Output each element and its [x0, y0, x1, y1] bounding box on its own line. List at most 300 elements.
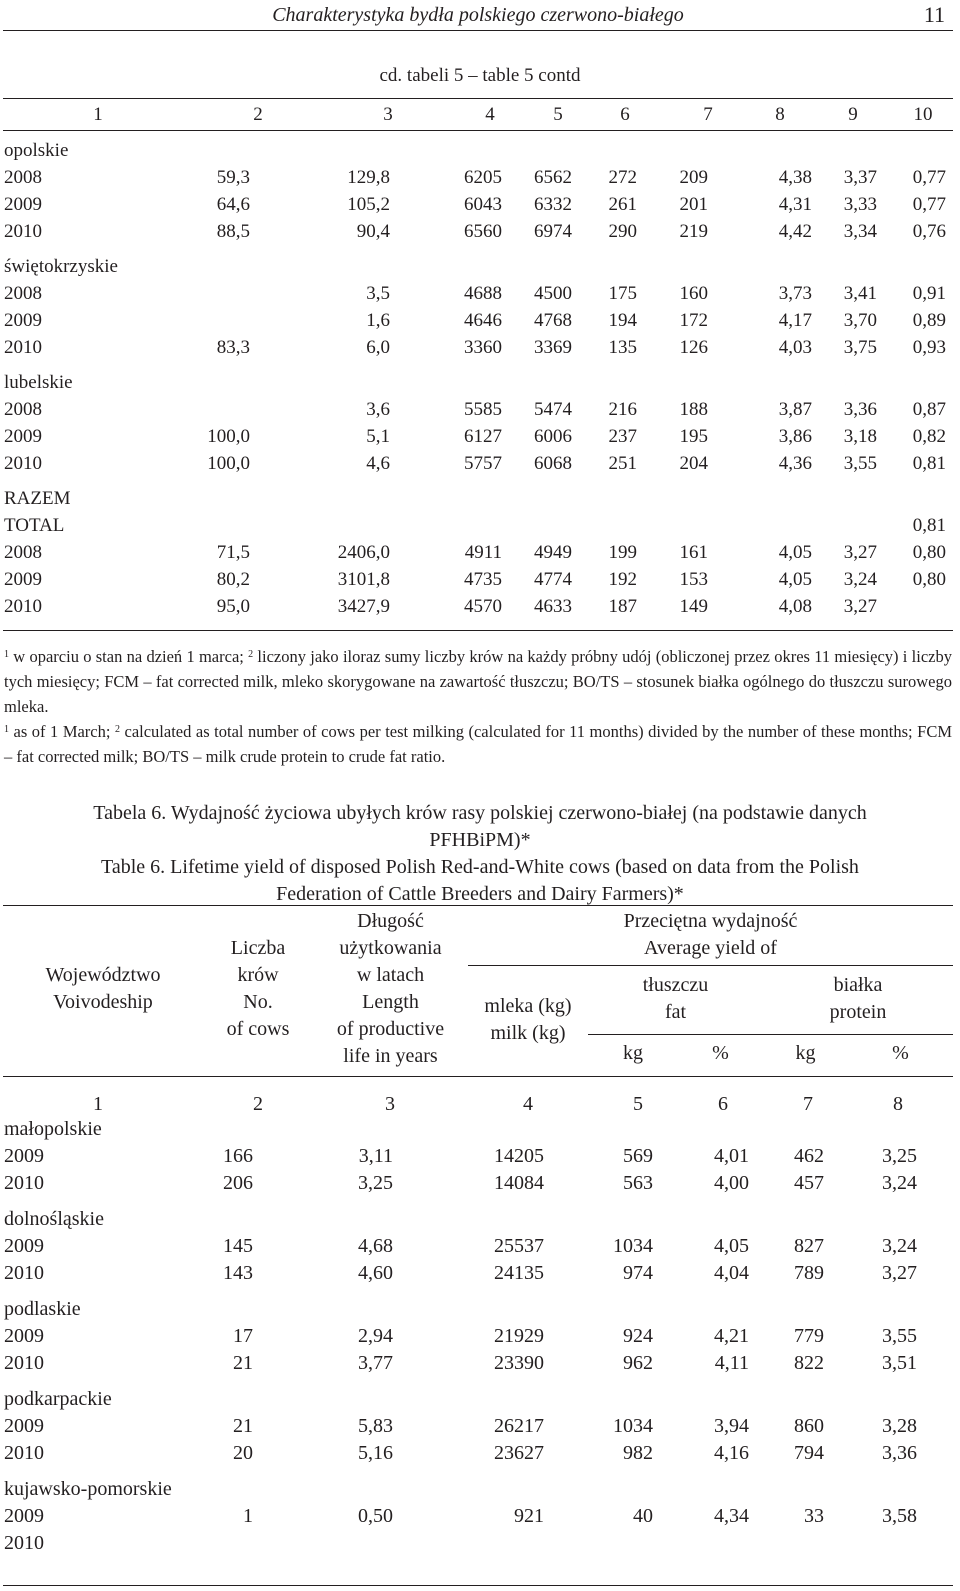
table-cell: 33 — [804, 1505, 824, 1527]
table6-unit-protein-kg: kg — [795, 1042, 816, 1064]
table-cell: 4,60 — [358, 1262, 393, 1284]
table6-colnum: 4 — [523, 1093, 533, 1115]
table-row — [0, 450, 960, 477]
table-cell: 462 — [794, 1145, 824, 1167]
table-cell: 17 — [233, 1325, 253, 1347]
table-cell: 4735 — [464, 569, 502, 590]
table5-colnum: 3 — [383, 104, 393, 125]
table6-header — [3, 905, 953, 1077]
table-cell: 4570 — [464, 596, 502, 617]
running-head — [3, 0, 953, 31]
table-cell: 6332 — [534, 194, 572, 215]
table5-total-label-pl — [0, 485, 960, 512]
table-cell: 4,08 — [778, 596, 812, 617]
text-fragment: Województwo — [45, 964, 161, 986]
text-fragment: protein — [829, 1001, 887, 1023]
table-cell: kujawsko-pomorskie — [4, 1478, 172, 1500]
text-fragment: Przeciętna wydajność — [623, 910, 798, 932]
table-cell: 149 — [679, 596, 708, 617]
table5-footnotes — [4, 644, 952, 769]
table-cell: 794 — [794, 1442, 824, 1464]
table6-avg-yield-rule — [468, 965, 953, 966]
text-fragment: of productive — [336, 1018, 445, 1040]
table-cell: 3,36 — [882, 1442, 917, 1464]
table6-bottom-rule — [3, 1585, 953, 1586]
table-row — [0, 396, 960, 423]
table-cell: 3,25 — [358, 1172, 393, 1194]
table6-unit-fat-kg: kg — [623, 1042, 643, 1064]
text-fragment: fat — [664, 1001, 687, 1023]
table-cell: 3,37 — [843, 167, 877, 188]
table-cell: 2009 — [4, 310, 42, 331]
table-cell: 3,41 — [843, 283, 877, 304]
table-cell: 2008 — [4, 399, 42, 420]
table-cell: 3,28 — [882, 1415, 917, 1437]
table6-colnum: 6 — [718, 1093, 728, 1115]
table-cell: 175 — [608, 283, 637, 304]
table-cell: 3,33 — [843, 194, 877, 215]
table6-region-label — [0, 1296, 960, 1323]
table-row — [0, 593, 960, 620]
table-cell: 1 — [243, 1505, 253, 1527]
table-cell: 219 — [679, 221, 708, 242]
table-cell: 0,91 — [912, 283, 946, 304]
table-cell: 261 — [608, 194, 637, 215]
table-cell: 166 — [223, 1145, 253, 1167]
table5-body — [0, 137, 960, 620]
table-cell: 827 — [794, 1235, 824, 1257]
table-cell: 3,70 — [843, 310, 877, 331]
table5-total-label-value: 0,81 — [912, 515, 946, 536]
table5-colnum: 1 — [93, 104, 103, 125]
table-cell: 3,27 — [882, 1262, 917, 1284]
table-row — [0, 1170, 960, 1197]
text-fragment: milk (kg) — [490, 1022, 566, 1044]
table-cell: 3,73 — [778, 283, 812, 304]
table-cell: 5,1 — [366, 426, 390, 447]
table-cell: 0,77 — [912, 167, 946, 188]
text-fragment: 2 — [248, 649, 254, 660]
table-cell: 4688 — [464, 283, 502, 304]
text-fragment: białka — [833, 974, 883, 996]
table-cell: 6560 — [464, 221, 502, 242]
table-cell: 6043 — [464, 194, 502, 215]
table-cell: 216 — [608, 399, 637, 420]
table-cell: 3,5 — [366, 283, 390, 304]
table-cell: 3,51 — [882, 1352, 917, 1374]
table-cell: 924 — [623, 1325, 653, 1347]
table-cell: 2010 — [4, 1532, 44, 1554]
table6-unit-protein-pct: % — [892, 1042, 909, 1064]
table6-colnum: 8 — [893, 1093, 903, 1115]
table-cell: 0,82 — [912, 426, 946, 447]
table-cell: 5585 — [464, 399, 502, 420]
table-cell: 2009 — [4, 1235, 44, 1257]
table-cell: 3427,9 — [337, 596, 390, 617]
table-cell: 129,8 — [347, 167, 390, 188]
table-cell: 3,24 — [843, 569, 877, 590]
table-cell: 3360 — [464, 337, 502, 358]
table-cell: 145 — [223, 1235, 253, 1257]
table-cell: 4646 — [464, 310, 502, 331]
table-cell: 71,5 — [216, 542, 250, 563]
table-row — [0, 1440, 960, 1467]
table6-header-bottom-rule — [3, 1076, 953, 1077]
table-cell: 563 — [623, 1172, 653, 1194]
table-cell: 4,17 — [778, 310, 812, 331]
table-cell: 161 — [679, 542, 708, 563]
table-cell: 0,80 — [912, 569, 946, 590]
table-cell: 3,24 — [882, 1235, 917, 1257]
text-fragment: Average yield of — [644, 937, 777, 959]
table-cell: 5,83 — [358, 1415, 393, 1437]
table6-caption-en-line1: Table 6. Lifetime yield of disposed Polish Red-and-White cows (based on data from the Polish — [101, 856, 859, 878]
table-cell: lubelskie — [4, 372, 73, 393]
table-cell: 3,25 — [882, 1145, 917, 1167]
table6-header-voivodeship — [3, 962, 203, 1016]
table-cell: 88,5 — [216, 221, 250, 242]
table-cell: 2010 — [4, 337, 42, 358]
table-row — [0, 1323, 960, 1350]
table-row — [0, 307, 960, 334]
table-cell: 4,03 — [778, 337, 812, 358]
table-cell: 6006 — [534, 426, 572, 447]
table-cell: 26217 — [494, 1415, 544, 1437]
table6-colnum: 1 — [93, 1093, 103, 1115]
table6-region-label — [0, 1476, 960, 1503]
table-cell: 2406,0 — [337, 542, 390, 563]
table-cell: 64,6 — [216, 194, 250, 215]
table-cell: 2010 — [4, 453, 42, 474]
table-cell: 3,36 — [843, 399, 877, 420]
table-row — [0, 280, 960, 307]
table6-header-productive-life — [313, 908, 468, 1070]
table-cell: 23390 — [494, 1352, 544, 1374]
table-cell: 25537 — [494, 1235, 544, 1257]
table5-total-label-en: TOTAL — [4, 515, 65, 536]
table-cell: 921 — [514, 1505, 544, 1527]
table-cell: 135 — [608, 337, 637, 358]
table-row — [0, 1503, 960, 1530]
table-cell: 105,2 — [347, 194, 390, 215]
text-fragment: mleka (kg) — [484, 995, 572, 1017]
table-row — [0, 1143, 960, 1170]
table-cell: 2008 — [4, 167, 42, 188]
table-cell: 6562 — [534, 167, 572, 188]
table5-colnum: 7 — [703, 104, 713, 125]
table-cell: 1034 — [613, 1415, 653, 1437]
table-cell: 20 — [233, 1442, 253, 1464]
table-cell: opolskie — [4, 140, 69, 161]
table-cell: 195 — [679, 426, 708, 447]
table-cell: 206 — [223, 1172, 253, 1194]
table6-top-rule — [3, 905, 953, 906]
table-cell: 3,86 — [778, 426, 812, 447]
table-row — [0, 191, 960, 218]
table-cell: 4633 — [534, 596, 572, 617]
running-head-title: Charakterystyka bydła polskiego czerwono-białego — [272, 4, 684, 26]
table-cell: 3,24 — [882, 1172, 917, 1194]
table5-colnum: 5 — [553, 104, 563, 125]
table-row — [0, 539, 960, 566]
table-row — [0, 218, 960, 245]
table-cell: 2009 — [4, 426, 42, 447]
table-cell: 789 — [794, 1262, 824, 1284]
table-cell: 4,16 — [714, 1442, 749, 1464]
table-row — [0, 164, 960, 191]
table-cell: 5474 — [534, 399, 572, 420]
table6-region-label — [0, 1116, 960, 1143]
table-cell: 5,16 — [358, 1442, 393, 1464]
table-row — [0, 1413, 960, 1440]
table-cell: 2008 — [4, 283, 42, 304]
text-fragment: użytkowania — [339, 937, 442, 959]
table-cell: 4768 — [534, 310, 572, 331]
table-cell: 201 — [679, 194, 708, 215]
table5-region-label — [0, 369, 960, 396]
table-cell: 4,05 — [778, 569, 812, 590]
table-cell: 204 — [679, 453, 708, 474]
table5-column-number-row — [3, 98, 953, 131]
table-cell: 2010 — [4, 1442, 44, 1464]
table-cell: 4,34 — [714, 1505, 749, 1527]
table-row — [0, 1260, 960, 1287]
table-cell: 0,81 — [912, 453, 946, 474]
table-cell: 194 — [608, 310, 637, 331]
table6-colnum: 2 — [253, 1093, 263, 1115]
table-cell: 779 — [794, 1325, 824, 1347]
table5-total-label-row — [0, 512, 960, 539]
table-cell: 0,93 — [912, 337, 946, 358]
table-cell: 4,00 — [714, 1172, 749, 1194]
table6-colnum: 3 — [385, 1093, 395, 1115]
table-cell: 187 — [608, 596, 637, 617]
table-cell: 290 — [608, 221, 637, 242]
table-cell: 0,80 — [912, 542, 946, 563]
table6-colnum: 5 — [633, 1093, 643, 1115]
table6-region-label — [0, 1206, 960, 1233]
table-row — [0, 334, 960, 361]
table-cell: 3,87 — [778, 399, 812, 420]
table-cell: 0,89 — [912, 310, 946, 331]
table-cell: 80,2 — [216, 569, 250, 590]
text-fragment: tłuszczu — [642, 974, 709, 996]
table-cell: 2008 — [4, 542, 42, 563]
table5-bottom-rule — [3, 630, 953, 631]
table-cell: 4,11 — [714, 1352, 749, 1374]
table-cell: 83,3 — [216, 337, 250, 358]
table6-unit-fat-pct: % — [712, 1042, 729, 1064]
table5-continuation-caption: cd. tabeli 5 – table 5 contd — [379, 65, 581, 86]
text-fragment: w oparciu o stan na dzień 1 marca; — [9, 647, 249, 666]
table-cell: 3,55 — [882, 1325, 917, 1347]
table-cell: 0,77 — [912, 194, 946, 215]
table-cell: 0,50 — [358, 1505, 393, 1527]
table-cell: 3,58 — [882, 1505, 917, 1527]
table-cell: RAZEM — [4, 488, 71, 509]
table-row — [0, 566, 960, 593]
table-cell: 1,6 — [366, 310, 390, 331]
table-cell: małopolskie — [4, 1118, 102, 1140]
table6-header-fat — [588, 972, 763, 1026]
table-cell: 3,6 — [366, 399, 390, 420]
text-fragment: Voivodeship — [53, 991, 153, 1013]
table-cell: 100,0 — [207, 453, 250, 474]
table-cell: 2010 — [4, 221, 42, 242]
table-cell: 974 — [623, 1262, 653, 1284]
table-cell: 3101,8 — [337, 569, 390, 590]
text-fragment: 1 — [4, 649, 9, 660]
table-cell: 0,76 — [912, 221, 946, 242]
table5-colnum: 9 — [848, 104, 858, 125]
table6-region-label — [0, 1386, 960, 1413]
table-cell: 1034 — [613, 1235, 653, 1257]
table5-region-label — [0, 253, 960, 280]
table5-colnum: 8 — [775, 104, 785, 125]
table-cell: 237 — [608, 426, 637, 447]
table-cell: dolnośląskie — [4, 1208, 104, 1230]
table-cell: 6068 — [534, 453, 572, 474]
text-fragment: calculated as total number of cows per test milking (calculated for 11 months) divided by the number of these months; FCM – fat corrected milk; BO/TS – milk crude protein to crude fat ratio. — [4, 722, 952, 766]
table-row — [0, 1530, 960, 1557]
text-fragment: 1 — [4, 724, 9, 735]
table-cell: 90,4 — [356, 221, 390, 242]
table-row — [0, 1350, 960, 1377]
table6-column-number-row — [3, 1090, 953, 1118]
table-cell: 4,6 — [366, 453, 390, 474]
table-cell: 4,36 — [778, 453, 812, 474]
table-cell: 3,27 — [843, 542, 877, 563]
text-fragment: Liczba — [230, 937, 286, 959]
table-cell: 192 — [608, 569, 637, 590]
table-cell: 126 — [679, 337, 708, 358]
table6-units-rule — [588, 1034, 953, 1035]
table5-colnum: 6 — [620, 104, 630, 125]
table-cell: 4949 — [534, 542, 572, 563]
table-cell: 40 — [633, 1505, 653, 1527]
table-cell: 160 — [679, 283, 708, 304]
table-cell: 2009 — [4, 194, 42, 215]
table-cell: 272 — [608, 167, 637, 188]
table-cell: 95,0 — [216, 596, 250, 617]
table-cell: 2009 — [4, 1415, 44, 1437]
table-cell: 14205 — [494, 1145, 544, 1167]
table-cell: 21 — [233, 1352, 253, 1374]
table6-header-average-yield — [468, 908, 953, 962]
table-cell: 3,27 — [843, 596, 877, 617]
table-cell: 5757 — [464, 453, 502, 474]
footnote-english — [4, 719, 952, 769]
table-cell: 860 — [794, 1415, 824, 1437]
footnote-polish — [4, 644, 952, 719]
table-cell: 24135 — [494, 1262, 544, 1284]
table6-caption-en-line2: Federation of Cattle Breeders and Dairy Farmers)* — [276, 883, 684, 905]
text-fragment: 2 — [114, 724, 120, 735]
table-cell: 21929 — [494, 1325, 544, 1347]
table-cell: 3,34 — [843, 221, 877, 242]
table-cell: 3,18 — [843, 426, 877, 447]
table5-colnum: 4 — [485, 104, 495, 125]
table6-header-cows — [203, 935, 313, 1043]
table-cell: 6,0 — [366, 337, 390, 358]
table6-header-protein — [763, 972, 953, 1026]
table-cell: świętokrzyskie — [4, 256, 118, 277]
table-cell: 23627 — [494, 1442, 544, 1464]
text-fragment: as of 1 March; — [9, 722, 115, 741]
table-cell: 2,94 — [358, 1325, 393, 1347]
table-cell: 962 — [623, 1352, 653, 1374]
table-cell: 4,05 — [778, 542, 812, 563]
table-cell: 6205 — [464, 167, 502, 188]
text-fragment: Length — [362, 991, 419, 1013]
table-cell: 209 — [679, 167, 708, 188]
table6-caption-pl-line1: Tabela 6. Wydajność życiowa ubyłych krów rasy polskiej czerwono-białej (na podstawie danych — [93, 802, 867, 824]
table-cell: 100,0 — [207, 426, 250, 447]
text-fragment: of cows — [226, 1018, 290, 1040]
table-cell: podlaskie — [4, 1298, 81, 1320]
table-cell: 4,04 — [714, 1262, 749, 1284]
table-cell: 143 — [223, 1262, 253, 1284]
table-cell: 4,21 — [714, 1325, 749, 1347]
table-cell: 2010 — [4, 1262, 44, 1284]
table6-header-milk — [468, 993, 588, 1047]
table-cell: 6127 — [464, 426, 502, 447]
table-cell: 14084 — [494, 1172, 544, 1194]
table-cell: 3,11 — [358, 1145, 393, 1167]
table-cell: 2010 — [4, 596, 42, 617]
table-cell: 4,05 — [714, 1235, 749, 1257]
table-row — [0, 1233, 960, 1260]
table-cell: 3369 — [534, 337, 572, 358]
table-cell: 2009 — [4, 1505, 44, 1527]
table6-body — [0, 1116, 960, 1557]
table-cell: 4500 — [534, 283, 572, 304]
table-cell: 4,38 — [778, 167, 812, 188]
table-cell: 3,75 — [843, 337, 877, 358]
table5-colnum: 10 — [913, 104, 933, 125]
table-cell: 251 — [608, 453, 637, 474]
table5-region-label — [0, 137, 960, 164]
text-fragment: w latach — [356, 964, 425, 986]
table-cell: 457 — [794, 1172, 824, 1194]
table-cell: 3,55 — [843, 453, 877, 474]
text-fragment: liczony jako iloraz sumy liczby krów na każdy próbny udój (obliczonej przez okres 11 miesięcy) i liczby tych miesięcy; FCM – fat corrected milk, mleko skorygowane na zawartość tłuszczu; BO/TS – stosunek białka ogólnego do tłuszczu surowego mleka. — [4, 647, 952, 716]
text-fragment: krów — [237, 964, 279, 986]
table-cell: 982 — [623, 1442, 653, 1464]
table-cell: 2010 — [4, 1352, 44, 1374]
table5-colnum: 2 — [253, 104, 263, 125]
text-fragment: No. — [243, 991, 273, 1013]
table-cell: 172 — [679, 310, 708, 331]
table-cell: 3,77 — [358, 1352, 393, 1374]
table-cell: 21 — [233, 1415, 253, 1437]
table-cell: 59,3 — [216, 167, 250, 188]
table6-colnum: 7 — [803, 1093, 813, 1115]
table-cell: 4774 — [534, 569, 572, 590]
table-row — [0, 423, 960, 450]
table-cell: 2010 — [4, 1172, 44, 1194]
table6-caption-pl-line2: PFHBiPM)* — [429, 829, 531, 851]
table-cell: 4,01 — [714, 1145, 749, 1167]
table-cell: 2009 — [4, 1145, 44, 1167]
table-cell: 4911 — [464, 542, 502, 563]
table-cell: 188 — [679, 399, 708, 420]
table-cell: 3,94 — [714, 1415, 749, 1437]
table-cell: 2009 — [4, 569, 42, 590]
table-cell: podkarpackie — [4, 1388, 112, 1410]
text-fragment: life in years — [343, 1045, 438, 1067]
table-cell: 4,42 — [778, 221, 812, 242]
